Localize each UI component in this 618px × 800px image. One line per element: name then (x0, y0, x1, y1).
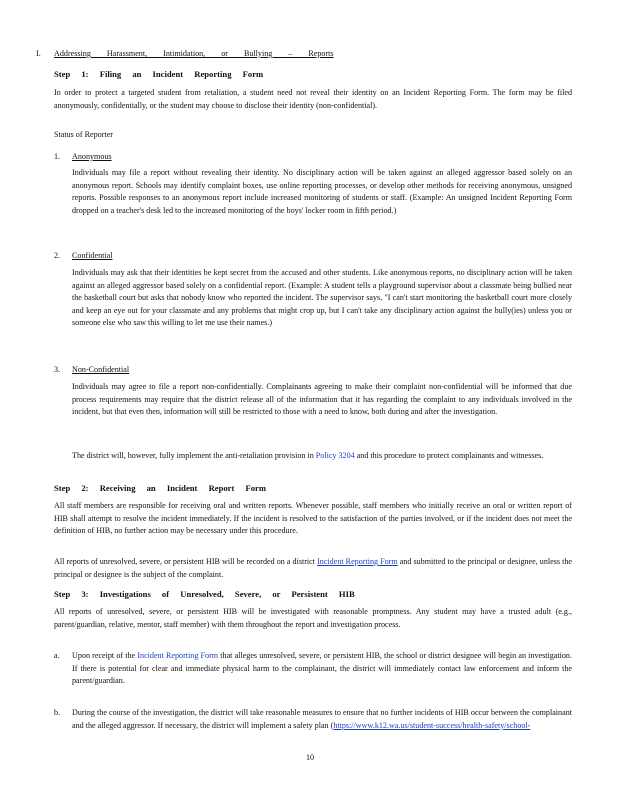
step3-para-1: All reports of unresolved, severe, or persistent HIB will be investigated with reasonable promptness. Any student may have a trusted adult (e.g., parent/guardian, relative, mentor, staff member) with them throughout the report and investigation process. (54, 607, 572, 629)
status-of-reporter-label: Status of Reporter (54, 130, 113, 139)
item-b-text: During the course of the investigation, the district will take reasonable measures to ensure that no further incidents of HIB occur between the complainant and the alleged aggressor. If necessary, the district will implement a safety plan (https://www.k12.wa.us/student-success/health-safety/school- (72, 708, 572, 730)
section-title: Addressing Harassment, Intimidation, or Bullying – Reports (54, 49, 334, 58)
step3-heading: Step 3: Investigations of Unresolved, Severe, or Persistent HIB (54, 589, 355, 599)
item-1-text: Individuals may file a report without revealing their identity. No disciplinary action will be taken against an alleged aggressor based solely on an anonymous report. Schools may identify complaint boxes, use online reporting processes, or develop other methods for receiving anonymous, unsigned reports. Possible responses to an anonymous report include increased monitoring of students or staff. (Example: An unsigned Incident Reporting Form dropped on a teacher's desk led to the increased monitoring of the boys' locker room in fifth period.) (72, 168, 572, 215)
step2-para-1: All staff members are responsible for receiving oral and written reports. Whenever possible, staff members who initially receive an oral or written report of HIB shall attempt to resolve the incident immediately. If the incident is resolved to the satisfaction of the parties involved, or if the incident does not meet the definition of HIB, no further action may be necessary under this procedure. (54, 501, 572, 536)
step1-intro: In order to protect a targeted student from retaliation, a student need not reveal their identity on an Incident Reporting Form. The form may be filed anonymously, confidentially, or the student may choose to disclose their identity (non-confidential). (54, 88, 572, 110)
incident-reporting-form-link[interactable]: Incident Reporting Form (317, 557, 398, 566)
item-b-letter: b. (54, 708, 61, 717)
safety-plan-link[interactable]: https://www.k12.wa.us/student-success/health-safety/school- (333, 720, 531, 730)
item-3-text-2: The district will, however, fully implement the anti-retaliation provision in Policy 3204 and this procedure to protect complainants and witnesses. (72, 451, 544, 460)
step2-heading: Step 2: Receiving an Incident Report Form (54, 483, 267, 493)
section-number: I. (36, 49, 41, 58)
item-3-text: Individuals may agree to file a report non-confidentially. Complainants agreeing to make their complaint non-confidential will be informed that due process requirements may require that the district release all of the information that it has regarding the complaint to any individuals involved in the incident, but that even then, information will still be restricted to those with a need to know, both during and after the investigation. (72, 382, 572, 417)
incident-reporting-form-link-2[interactable]: Incident Reporting Form (137, 651, 219, 660)
policy-3204-link[interactable]: Policy 3204 (315, 451, 355, 460)
item-a-letter: a. (54, 651, 60, 660)
item-3-title: Non-Confidential (72, 365, 130, 374)
item-2-title: Confidential (72, 251, 113, 260)
item-1-number: 1. (54, 152, 61, 161)
page-number: 10 (305, 753, 315, 762)
item-2-number: 2. (54, 251, 61, 260)
item-3-number: 3. (54, 365, 61, 374)
step1-heading: Step 1: Filing an Incident Reporting Form (54, 69, 264, 79)
item-1-title: Anonymous (72, 152, 112, 161)
step2-para-2: All reports of unresolved, severe, or persistent HIB will be recorded on a district Incident Reporting Form and submitted to the principal or designee, unless the principal or designee is the subject of the complaint. (54, 557, 572, 579)
item-2-text: Individuals may ask that their identities be kept secret from the accused and other students. Like anonymous reports, no disciplinary action will be taken against an alleged aggressor based solely on a confidential report. (Example: A student tells a playground supervisor about a classmate being bullied near the basketball court but asks that nobody know who reported the incident. The supervisor says, "I can't start monitoring the basketball court more closely and keep an eye out for your classmate and any problems that might crop up, but I can't take any disciplinary action against the bully(ies) unless you or someone else who saw this willing to let me use their names.) (72, 268, 572, 328)
item-a-text: Upon receipt of the Incident Reporting Form that alleges unresolved, severe, or persistent HIB, the school or district designee will begin an investigation. If there is potential for clear and immediate physical harm to the complainant, the district will immediately contact law enforcement and inform the parent/guardian. (72, 651, 573, 686)
